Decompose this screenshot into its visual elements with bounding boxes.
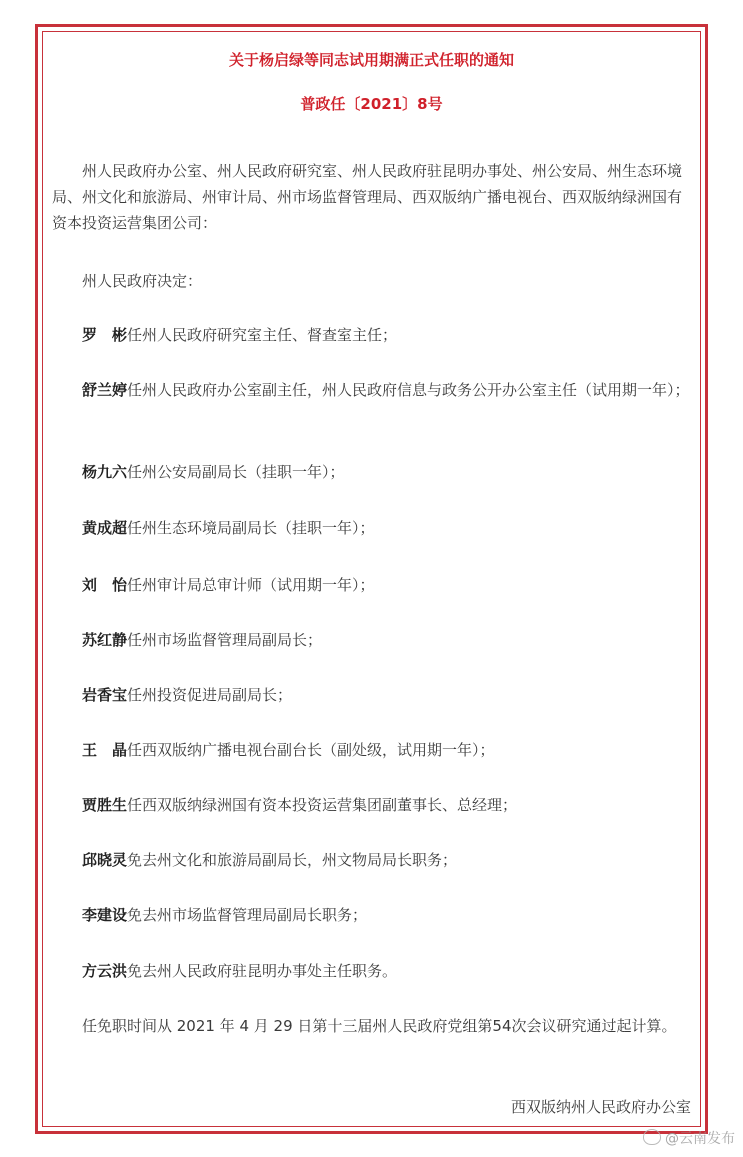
document-number: 普政任〔2021〕8号: [300, 95, 443, 113]
appointment-item: [52, 322, 692, 349]
appointment-text: 任西双版纳绿洲国有资本投资运营集团副董事长、总经理；: [127, 796, 518, 814]
person-name: 岩香宝: [82, 686, 128, 704]
appointment-item: [52, 459, 692, 486]
appointment-text: 任州生态环境局副局长（挂职一年）；: [127, 519, 375, 537]
appointment-item: [52, 958, 692, 985]
appointment-text: 任西双版纳广播电视台副台长（副处级，试用期一年）；: [127, 741, 495, 759]
person-name: 刘 怡: [82, 576, 128, 594]
appointment-item: [52, 792, 692, 819]
appointment-text: 免去州文化和旅游局副局长，州文物局局长职务；: [127, 851, 458, 869]
appointment-text: 免去州人民政府驻昆明办事处主任职务。: [127, 962, 398, 980]
appointment-text: 任州市场监督管理局副局长；: [127, 631, 323, 649]
person-name: 王 晶: [82, 741, 128, 759]
person-name: 苏红静: [82, 631, 128, 649]
person-name: 贾胜生: [82, 796, 128, 814]
person-name: 舒兰婷: [82, 381, 128, 399]
appointment-text: 任州人民政府办公室副主任，州人民政府信息与政务公开办公室主任（试用期一年）；: [127, 381, 690, 399]
person-name: 方云洪: [82, 962, 128, 980]
appointment-item: [52, 572, 692, 599]
weibo-logo-icon: [643, 1129, 661, 1145]
appointment-text: 任州审计局总审计师（试用期一年）；: [127, 576, 375, 594]
watermark: [643, 1128, 735, 1148]
document-title: 关于杨启绿等同志试用期满正式任职的通知: [228, 51, 514, 69]
appointment-item: [52, 515, 692, 542]
appointment-text: 免去州市场监督管理局副局长职务；: [127, 906, 368, 924]
appointment-item: [52, 627, 692, 654]
appointment-item: [52, 847, 692, 874]
recipients-paragraph: 州人民政府办公室、州人民政府研究室、州人民政府驻昆明办事处、州公安局、州生态环境局、州文化和旅游局、州审计局、州市场监督管理局、西双版纳广播电视台、西双版纳绿洲国有资本投资运营集团公司：: [52, 162, 683, 232]
person-name: 邱晓灵: [82, 851, 128, 869]
person-name: 黄成超: [82, 519, 128, 537]
appointment-item: [52, 377, 692, 404]
appointment-text: 任州投资促进局副局长；: [127, 686, 293, 704]
person-name: 罗 彬: [82, 326, 128, 344]
effective-date-paragraph: 任免职时间从 2021 年 4 月 29 日第十三届州人民政府党组第54次会议研究通过起计算。: [82, 1017, 677, 1035]
appointment-item: [52, 737, 692, 764]
watermark-text: @云南发布: [665, 1131, 735, 1147]
person-name: 李建设: [82, 906, 128, 924]
appointment-text: 任州人民政府研究室主任、督查室主任；: [127, 326, 398, 344]
appointment-text: 任州公安局副局长（挂职一年）；: [127, 463, 345, 481]
decision-intro: 州人民政府决定：: [82, 272, 203, 290]
person-name: 杨九六: [82, 463, 128, 481]
appointment-item: [52, 682, 692, 709]
appointment-item: [52, 902, 692, 929]
issuer-signature: 西双版纳州人民政府办公室: [510, 1098, 691, 1116]
